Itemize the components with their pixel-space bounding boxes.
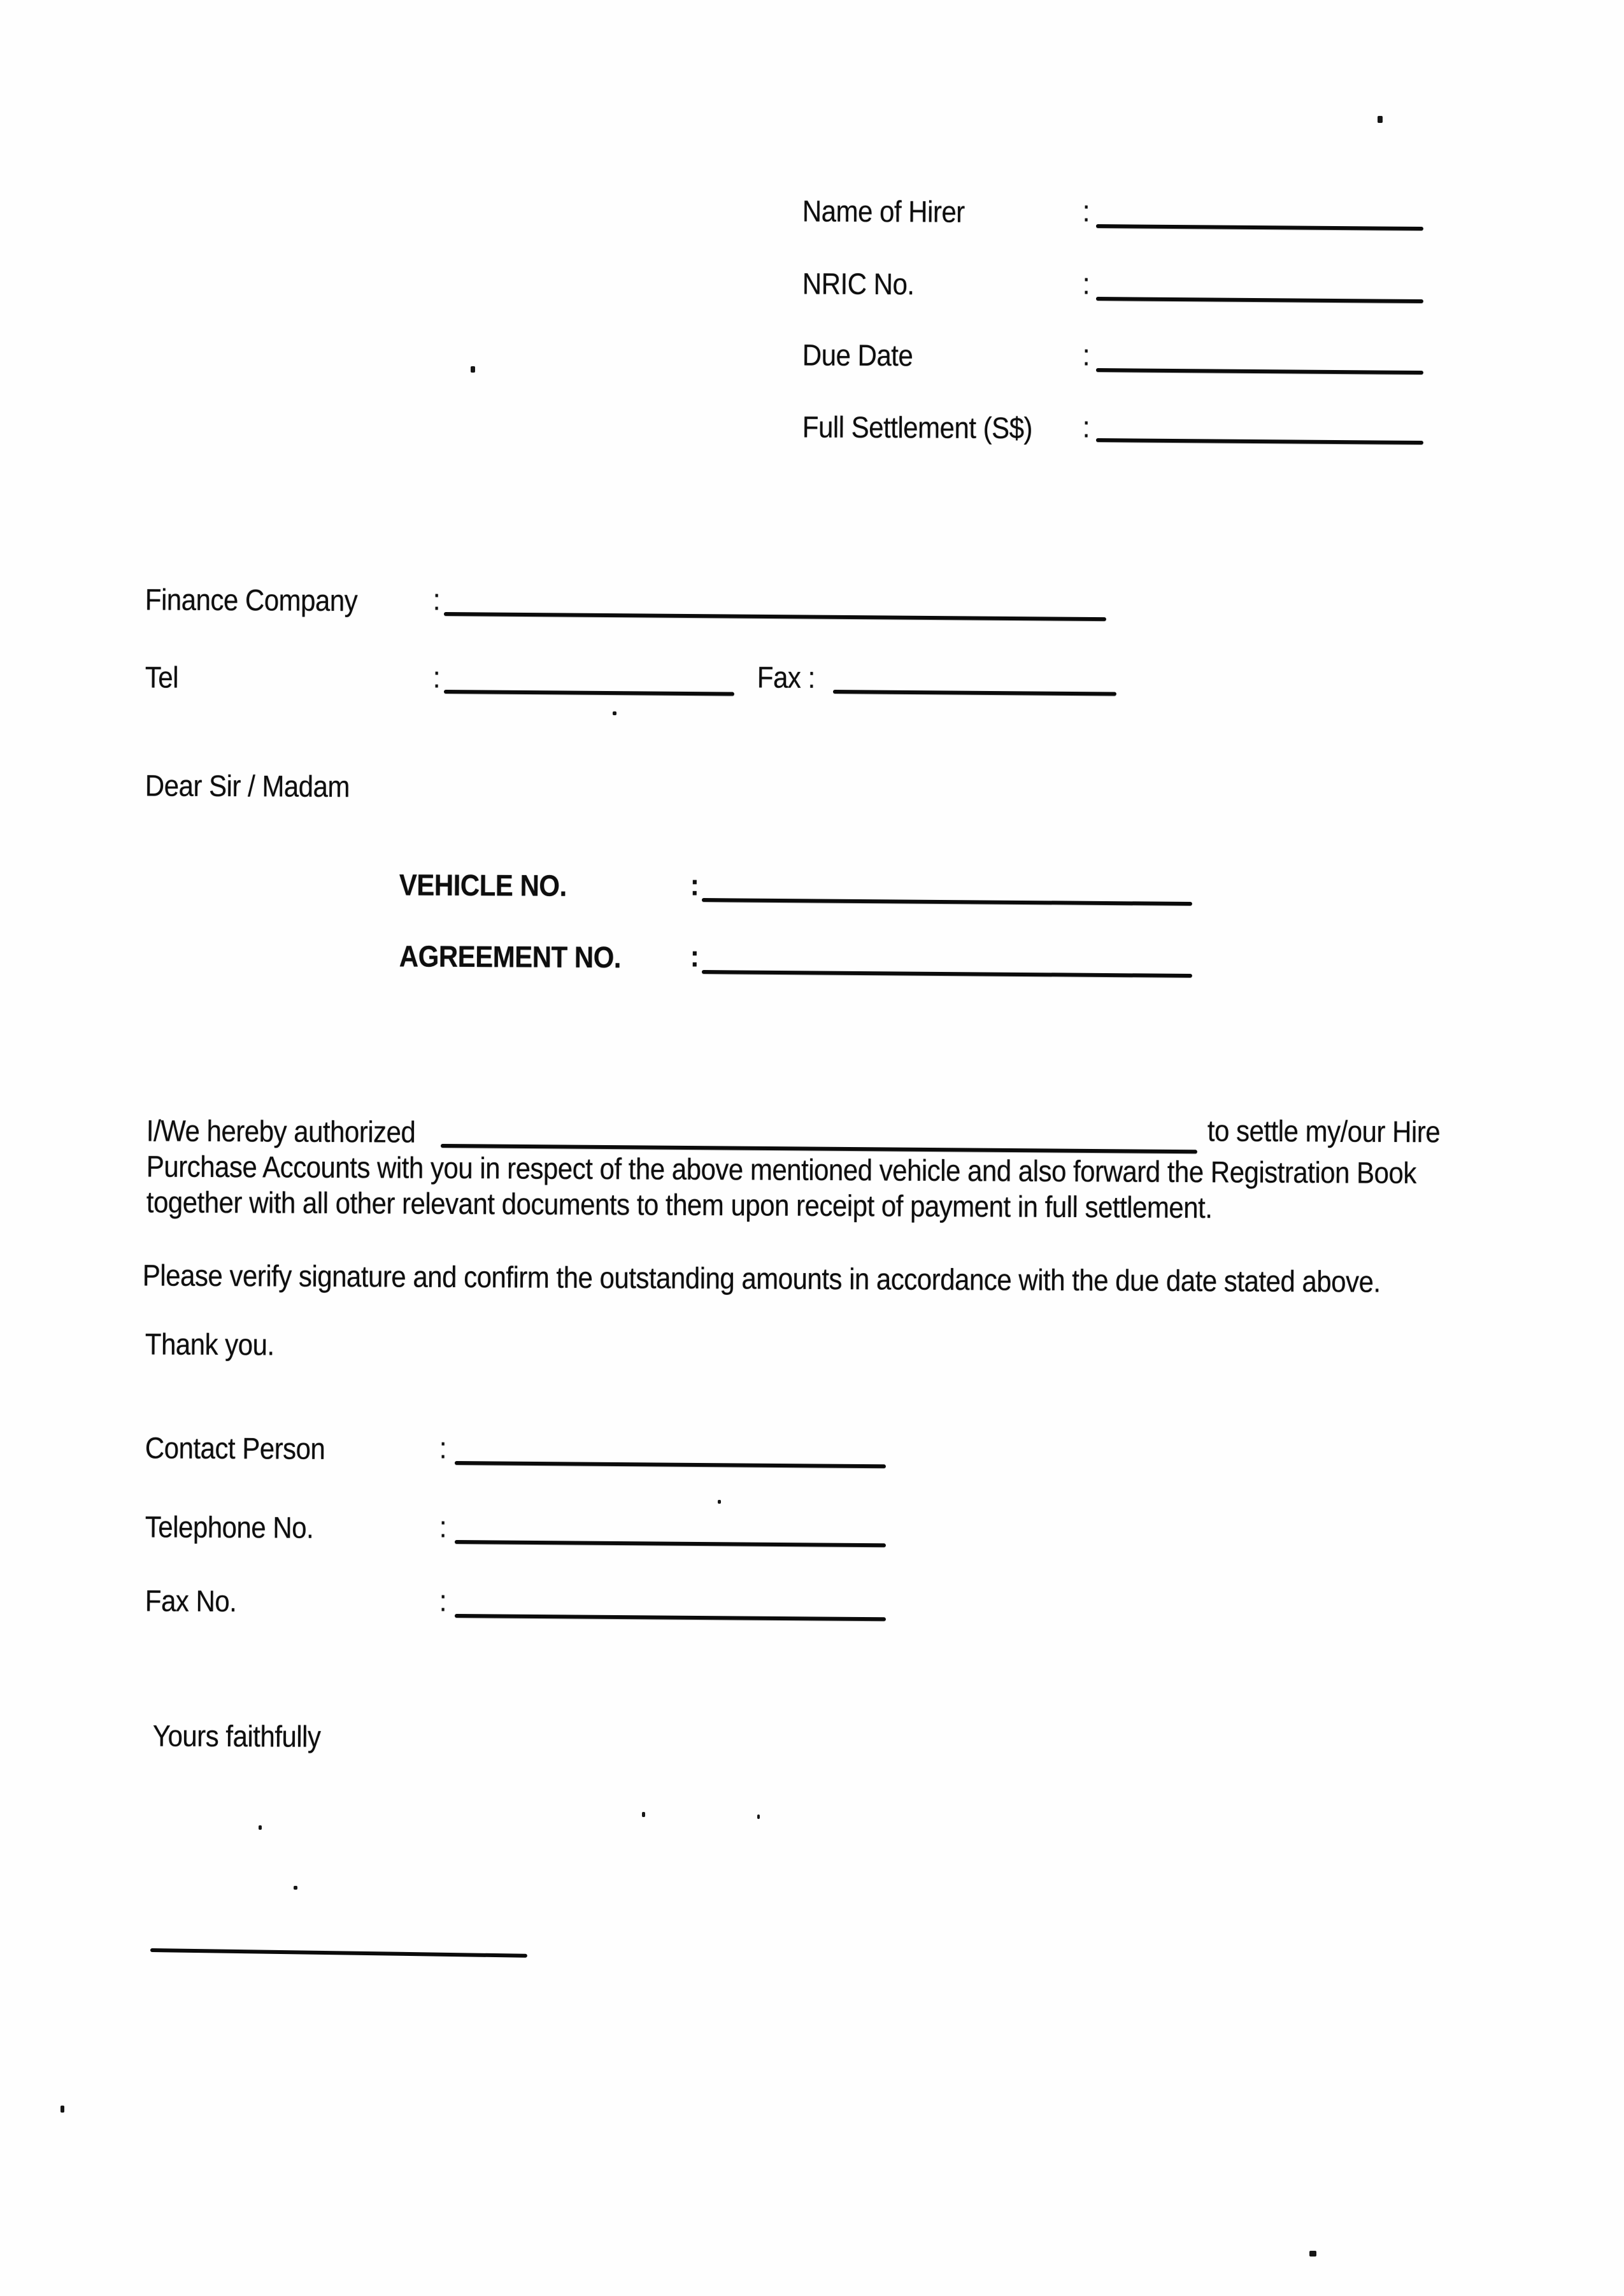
- telephone-no-label: Telephone No.: [145, 1509, 314, 1544]
- salutation: Dear Sir / Madam: [145, 768, 350, 804]
- nric-no-fill-line: [1096, 297, 1423, 303]
- vehicle-no-label: VEHICLE NO.: [399, 867, 567, 902]
- scan-speck: [294, 1886, 297, 1890]
- fax-no-colon: :: [439, 1583, 447, 1618]
- agreement-no-fill-line: [702, 970, 1192, 978]
- authorization-line1-suffix: to settle my/our Hire: [1207, 1113, 1441, 1149]
- agreement-no-label: AGREEMENT NO.: [399, 939, 622, 974]
- finance-company-fill-line: [444, 612, 1106, 621]
- scan-speck: [757, 1815, 760, 1819]
- due-date-label: Due Date: [802, 338, 913, 373]
- due-date-colon: :: [1082, 338, 1090, 372]
- fax-no-label: Fax No.: [145, 1583, 237, 1618]
- tel-fill-line: [444, 690, 734, 696]
- name-of-hirer-colon: :: [1082, 194, 1090, 228]
- finance-company-label: Finance Company: [145, 582, 358, 618]
- telephone-no-fill-line: [455, 1540, 886, 1547]
- fax-no-fill-line: [455, 1614, 886, 1621]
- full-settlement-colon: :: [1082, 410, 1090, 444]
- nric-no-label: NRIC No.: [802, 266, 915, 301]
- nric-no-colon: :: [1082, 266, 1090, 301]
- full-settlement-label: Full Settlement (S$): [802, 410, 1033, 445]
- scan-speck: [1378, 116, 1383, 123]
- scan-speck: [61, 2106, 64, 2113]
- scan-speck: [642, 1812, 645, 1817]
- thank-you: Thank you.: [145, 1327, 274, 1362]
- closing-yours-faithfully: Yours faithfully: [152, 1718, 321, 1753]
- contact-person-label: Contact Person: [145, 1430, 325, 1465]
- fax-label: Fax :: [757, 660, 815, 694]
- authorization-line3: together with all other relevant documents to them upon receipt of payment in full settlement.: [146, 1185, 1213, 1225]
- tel-label: Tel: [145, 660, 179, 694]
- fax-fill-line: [833, 690, 1116, 695]
- scan-speck: [259, 1825, 262, 1830]
- agreement-no-colon: :: [690, 939, 699, 973]
- scan-speck: [471, 366, 475, 373]
- tel-colon: :: [432, 660, 441, 694]
- due-date-fill-line: [1096, 368, 1423, 374]
- signature-line: [150, 1948, 527, 1958]
- finance-company-colon: :: [432, 582, 441, 617]
- full-settlement-fill-line: [1096, 438, 1423, 445]
- scan-speck: [1309, 2251, 1316, 2257]
- scan-speck: [613, 711, 616, 715]
- name-of-hirer-fill-line: [1096, 224, 1423, 231]
- verify-note: Please verify signature and confirm the outstanding amounts in accordance with the due date stated above.: [142, 1258, 1381, 1299]
- telephone-no-colon: :: [439, 1509, 447, 1544]
- scan-speck: [718, 1500, 721, 1504]
- authorization-line2: Purchase Accounts with you in respect of the above mentioned vehicle and also forward the Registration Book: [146, 1149, 1417, 1190]
- contact-person-fill-line: [455, 1461, 886, 1468]
- name-of-hirer-label: Name of Hirer: [802, 194, 965, 229]
- vehicle-no-fill-line: [702, 898, 1192, 906]
- contact-person-colon: :: [439, 1430, 447, 1465]
- authorization-line1-prefix: I/We hereby authorized: [146, 1113, 416, 1149]
- vehicle-no-colon: :: [690, 867, 699, 902]
